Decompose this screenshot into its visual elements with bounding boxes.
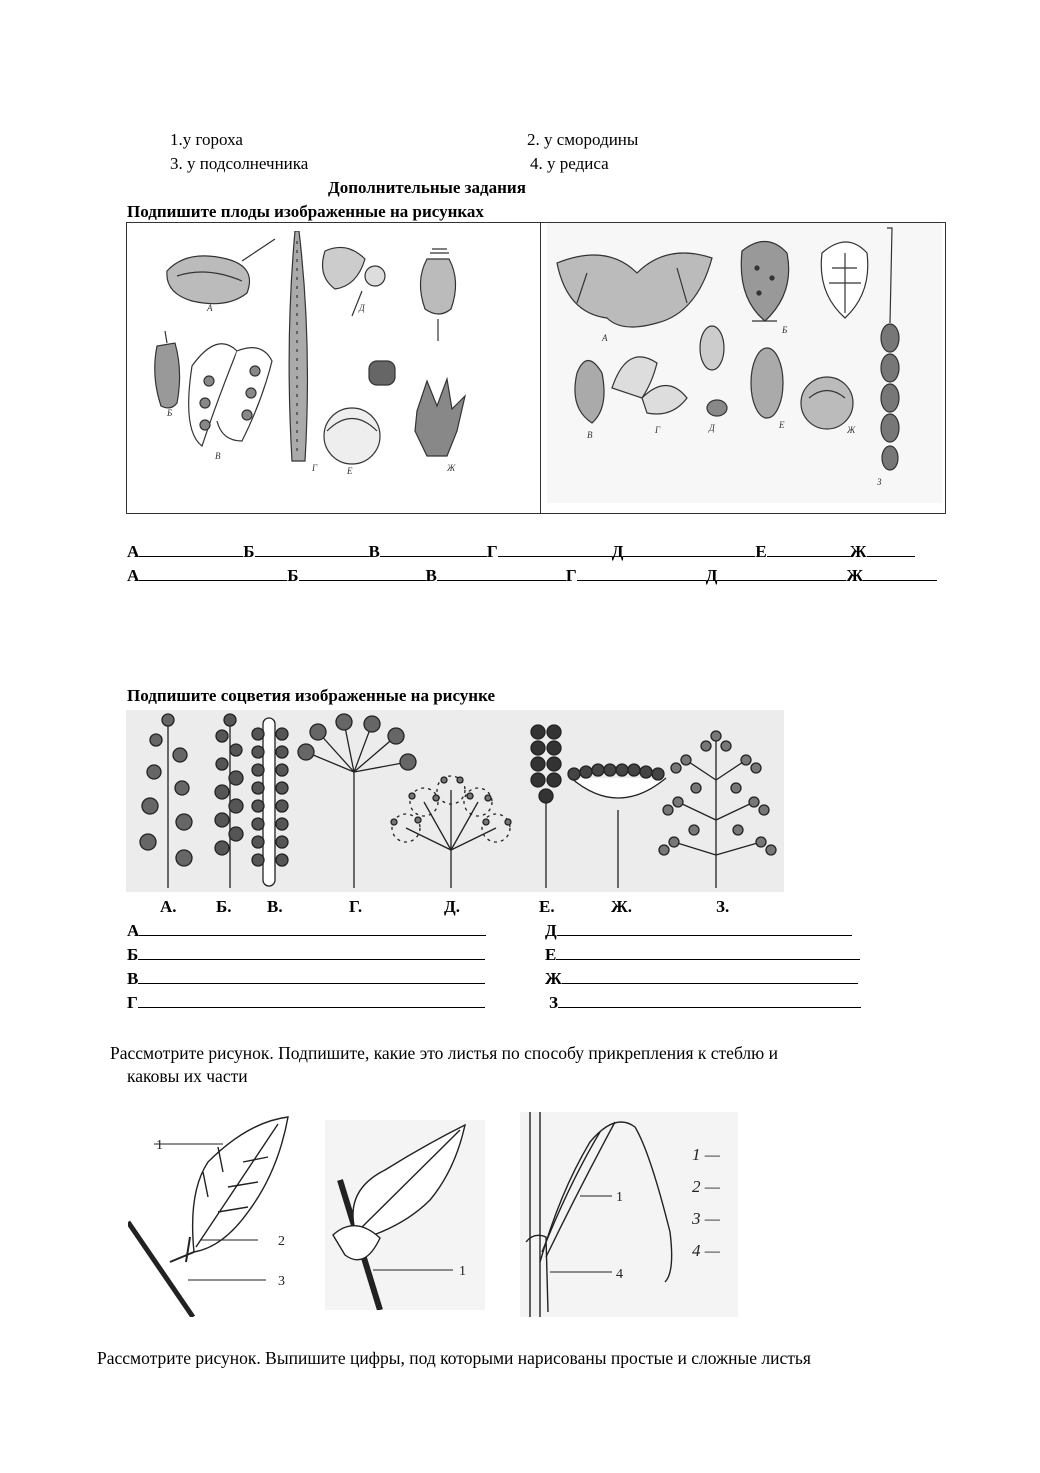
inflorescence-instruction: Подпишите соцветия изображенные на рисунке <box>127 686 495 705</box>
inflorescence-caption-zh: Ж. <box>611 897 633 916</box>
side-label-2: 2 — <box>692 1177 720 1196</box>
answer-blank[interactable] <box>138 992 485 1008</box>
row1-letter-g: Г <box>486 542 498 561</box>
fruit-r-label-zh: Ж <box>847 425 856 435</box>
fruit-e-drawing <box>324 361 395 464</box>
answer-blank[interactable] <box>139 920 486 936</box>
inflorescence-line-z <box>549 992 861 1013</box>
fruit-d-drawing <box>323 247 385 316</box>
fruit-b-drawing <box>155 331 180 408</box>
leaf1-label-1: 1 <box>156 1138 163 1153</box>
fruit-a-drawing <box>167 239 275 304</box>
fruits-answer-row-1 <box>127 541 915 562</box>
answer-blank[interactable] <box>138 968 485 984</box>
answer-blank[interactable] <box>577 565 706 581</box>
fruits-figure <box>126 222 946 514</box>
answer-blank[interactable] <box>299 565 426 581</box>
leaf3-label-4: 4 <box>616 1267 623 1282</box>
line-letter: Ж <box>545 969 562 988</box>
leaf2-label-1: 1 <box>459 1264 466 1279</box>
section-title-extra: Дополнительные задания <box>328 178 526 197</box>
fruits-instruction: Подпишите плоды изображенные на рисунках <box>127 202 484 221</box>
fruit-r-label-g: Г <box>655 425 661 435</box>
last-instruction: Рассмотрите рисунок. Выпишите цифры, под которыми нарисованы простые и сложные листья <box>97 1348 811 1368</box>
leaf-figure-sheathing <box>520 1112 738 1317</box>
fruit-label-a: А <box>207 303 213 313</box>
row2-letter-g: Г <box>565 566 577 585</box>
leaf3-label-1: 1 <box>616 1190 623 1205</box>
fruits-right-drawing <box>547 223 942 503</box>
fruit-r-label-e: Е <box>779 420 785 430</box>
inflorescence-caption-g: Г. <box>349 897 363 916</box>
fruit-r-zh-drawing <box>801 377 853 429</box>
fruit-r-label-v: В <box>587 430 593 440</box>
fruit-label-e: Е <box>347 466 353 476</box>
fruit-g-drawing <box>289 231 307 461</box>
answer-blank[interactable] <box>255 541 369 557</box>
answer-blank[interactable] <box>380 541 487 557</box>
row2-letter-v: В <box>425 566 437 585</box>
fruit-label-d: Д <box>359 303 365 313</box>
leaves-instruction-line1: Рассмотрите рисунок. Подпишите, какие это листья по способу прикрепления к стеблю и <box>110 1043 778 1063</box>
answer-blank[interactable] <box>139 565 287 581</box>
row1-letter-zh: Ж <box>849 542 867 561</box>
fruit-r-label-b: Б <box>782 325 788 335</box>
inflorescence-caption-e: Е. <box>539 897 555 916</box>
inflorescence-caption-d: Д. <box>444 897 460 916</box>
leaf-figure-petiolate <box>128 1112 308 1317</box>
line-letter: Б <box>127 945 139 964</box>
inflorescence-caption-z: З. <box>716 897 730 916</box>
line-letter: В <box>127 969 139 988</box>
answer-blank[interactable] <box>556 944 860 960</box>
inflorescence-line-d <box>545 920 852 941</box>
answer-blank[interactable] <box>558 992 861 1008</box>
row2-letter-a: А <box>127 566 140 585</box>
row1-letter-e: Е <box>755 542 767 561</box>
leaf-figure-sessile <box>325 1120 485 1310</box>
side-label-3: 3 — <box>692 1209 720 1228</box>
fruits-left-drawing <box>147 231 467 481</box>
answer-option-2: 2. у смородины <box>527 130 639 149</box>
inflorescence-caption-a: А. <box>160 897 177 916</box>
inflorescence-line-a <box>127 920 486 941</box>
fruit-label-zh: Ж <box>447 463 456 473</box>
line-letter: З <box>549 993 558 1012</box>
answer-blank[interactable] <box>867 541 915 557</box>
fruit-r-e-drawing <box>751 348 783 418</box>
fruit-label-v: В <box>215 451 221 461</box>
fruit-poppy-drawing <box>420 249 455 341</box>
inflorescence-line-v <box>127 968 485 989</box>
fruit-r-label-a: А <box>602 333 608 343</box>
row1-letter-a: А <box>127 542 140 561</box>
inflorescence-caption-v: В. <box>267 897 283 916</box>
answer-blank[interactable] <box>139 541 243 557</box>
inflorescence-drawing <box>126 710 784 892</box>
figure-divider <box>540 223 541 513</box>
row2-letter-d: Д <box>705 566 718 585</box>
answer-blank[interactable] <box>138 944 485 960</box>
inflorescence-line-b <box>127 944 485 965</box>
answer-option-1: 1.у гороха <box>170 130 243 149</box>
row1-letter-b: Б <box>243 542 255 561</box>
answer-blank[interactable] <box>623 541 755 557</box>
fruit-v-drawing <box>189 344 272 446</box>
fruit-label-g: Г <box>312 463 318 473</box>
answer-blank[interactable] <box>557 920 852 936</box>
leaf1-label-3: 3 <box>278 1274 285 1289</box>
fruit-r-label-z: З <box>877 477 882 487</box>
line-letter: Е <box>545 945 557 964</box>
row2-letter-zh: Ж <box>846 566 864 585</box>
leaves-instruction-line2: каковы их части <box>127 1066 248 1086</box>
line-letter: Г <box>127 993 138 1012</box>
line-letter: А <box>127 921 140 940</box>
row2-letter-b: Б <box>287 566 299 585</box>
fruit-r-label-d: Д <box>709 423 715 433</box>
row1-letter-v: В <box>368 542 380 561</box>
answer-option-4: 4. у редиса <box>530 154 609 173</box>
fruits-answer-row-2 <box>127 565 937 586</box>
side-label-1: 1 — <box>692 1145 720 1164</box>
answer-blank[interactable] <box>863 565 937 581</box>
fruit-label-b: Б <box>167 408 173 418</box>
fruit-zh-drawing <box>415 379 465 456</box>
answer-blank[interactable] <box>437 565 566 581</box>
answer-blank[interactable] <box>767 541 850 557</box>
side-label-4: 4 — <box>692 1241 720 1260</box>
leaf1-label-2: 2 <box>278 1234 285 1249</box>
line-letter: Д <box>545 921 557 940</box>
inflorescence-caption-b: Б. <box>216 897 232 916</box>
inflorescence-line-zh <box>545 968 858 989</box>
row1-letter-d: Д <box>611 542 624 561</box>
inflorescence-line-e <box>545 944 860 965</box>
answer-option-3: 3. у подсолнечника <box>170 154 309 173</box>
inflorescence-line-g <box>127 992 485 1013</box>
answer-blank[interactable] <box>562 968 858 984</box>
answer-blank[interactable] <box>498 541 612 557</box>
answer-blank[interactable] <box>717 565 846 581</box>
